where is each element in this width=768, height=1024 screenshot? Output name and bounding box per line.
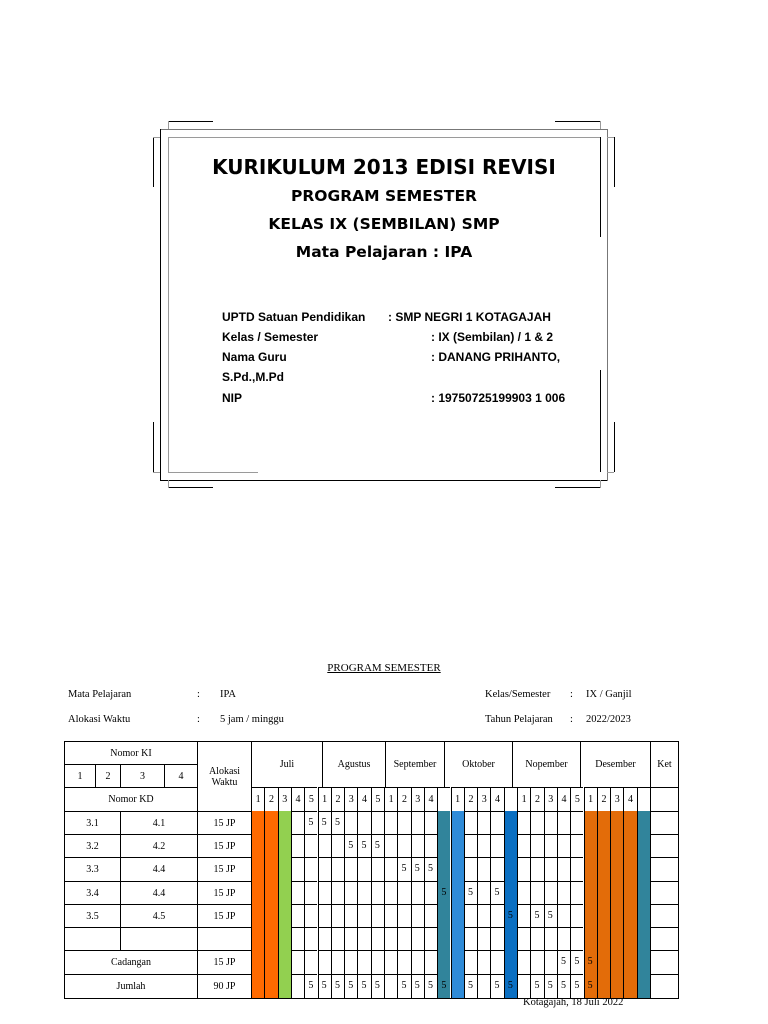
week-value: 5 xyxy=(561,980,567,991)
week-cell xyxy=(331,857,344,881)
week-header: 2 xyxy=(264,787,277,811)
info-value-kelas: : IX (Sembilan) / 1 & 2 xyxy=(431,330,554,344)
week-value: 5 xyxy=(308,980,314,991)
week-cell xyxy=(371,811,384,834)
week-cell xyxy=(530,881,543,904)
kelas-value: IX / Ganjil xyxy=(586,689,632,700)
week-value: 5 xyxy=(507,910,513,921)
info-value-uptd: : SMP NEGRI 1 KOTAGAJAH xyxy=(388,310,551,324)
week-cell xyxy=(424,834,437,857)
week-cell xyxy=(411,834,424,857)
week-cell xyxy=(304,950,317,974)
week-cell xyxy=(331,950,344,974)
week-value: 5 xyxy=(401,863,407,874)
week-cell xyxy=(357,881,370,904)
week-cell xyxy=(424,881,437,904)
week-cell xyxy=(291,881,304,904)
week-cell xyxy=(490,950,503,974)
week-cell xyxy=(530,857,543,881)
cover-subtitle-kelas: KELAS IX (SEMBILAN) SMP xyxy=(268,215,500,233)
week-cell xyxy=(371,881,384,904)
week-value: 5 xyxy=(401,980,407,991)
week-header: 2 xyxy=(397,787,410,811)
week-value: 5 xyxy=(374,840,380,851)
week-cell xyxy=(557,904,570,927)
week-cell xyxy=(371,904,384,927)
alokasi-cell: 15 JP xyxy=(197,811,251,834)
program-title: PROGRAM SEMESTER xyxy=(327,662,441,674)
mapel-sep: : xyxy=(197,689,200,700)
week-cell xyxy=(291,974,304,998)
week-value: 5 xyxy=(547,980,553,991)
week-cell xyxy=(464,857,477,881)
week-cell xyxy=(318,857,331,881)
week-value: 5 xyxy=(428,980,434,991)
kd3-cell: 3.4 xyxy=(64,881,120,904)
week-cell xyxy=(424,927,437,950)
mapel-value: IPA xyxy=(220,689,236,700)
week-cell xyxy=(397,811,410,834)
info-value-guru: : DANANG PRIHANTO, xyxy=(431,350,561,364)
week-header: 3 xyxy=(344,787,357,811)
week-column-highlight xyxy=(597,811,610,998)
week-cell xyxy=(344,950,357,974)
week-cell xyxy=(397,881,410,904)
week-cell xyxy=(490,857,503,881)
week-cell xyxy=(557,834,570,857)
mapel-label: Mata Pelajaran xyxy=(68,689,132,700)
week-cell xyxy=(384,904,397,927)
week-header: 1 xyxy=(251,787,264,811)
alokasi-value: 5 jam / minggu xyxy=(220,714,284,725)
header-nomor-ki: Nomor KI xyxy=(64,741,197,764)
week-cell xyxy=(318,950,331,974)
row-label-jumlah: Jumlah xyxy=(64,974,197,998)
week-value: 5 xyxy=(534,980,540,991)
week-value: 5 xyxy=(534,910,540,921)
week-cell xyxy=(570,857,583,881)
kd3-cell: 3.1 xyxy=(64,811,120,834)
alokasi-sep: : xyxy=(197,714,200,725)
info-label-kelas: Kelas / Semester xyxy=(222,330,319,344)
week-cell xyxy=(291,927,304,950)
week-header: 3 xyxy=(544,787,557,811)
week-cell xyxy=(397,834,410,857)
week-value: 5 xyxy=(587,980,593,991)
week-cell xyxy=(424,904,437,927)
week-cell xyxy=(464,834,477,857)
week-cell xyxy=(357,904,370,927)
week-cell xyxy=(304,834,317,857)
week-value: 5 xyxy=(587,956,593,967)
week-cell xyxy=(477,904,490,927)
ket-cell xyxy=(650,927,678,950)
week-cell xyxy=(490,927,503,950)
week-value: 5 xyxy=(428,863,434,874)
ket-cell xyxy=(650,950,678,974)
week-header xyxy=(504,787,517,811)
week-cell xyxy=(371,857,384,881)
week-cell xyxy=(490,834,503,857)
kd4-cell: 4.1 xyxy=(120,811,197,834)
week-value: 5 xyxy=(494,887,500,898)
alokasi-cell: 15 JP xyxy=(197,834,251,857)
header-ki-1: 1 xyxy=(64,764,95,787)
kd3-cell: 3.2 xyxy=(64,834,120,857)
kd4-cell: 4.4 xyxy=(120,881,197,904)
week-cell xyxy=(530,811,543,834)
week-cell xyxy=(477,927,490,950)
week-cell xyxy=(544,881,557,904)
month-agustus: Agustus xyxy=(322,741,385,787)
header-ki-3: 3 xyxy=(120,764,164,787)
week-cell xyxy=(331,904,344,927)
week-cell xyxy=(570,927,583,950)
week-header: 3 xyxy=(477,787,490,811)
week-value: 5 xyxy=(348,980,354,991)
week-cell xyxy=(477,881,490,904)
ket-blank xyxy=(650,787,678,811)
week-cell xyxy=(544,927,557,950)
week-cell xyxy=(357,927,370,950)
ket-cell xyxy=(650,904,678,927)
week-header: 3 xyxy=(610,787,623,811)
month-nopember: Nopember xyxy=(512,741,580,787)
kd4-cell xyxy=(120,927,197,950)
cover-subtitle-program: PROGRAM SEMESTER xyxy=(291,187,477,205)
week-cell xyxy=(371,950,384,974)
week-cell xyxy=(517,857,530,881)
cover-subtitle-mapel: Mata Pelajaran : IPA xyxy=(295,243,473,261)
week-header: 3 xyxy=(278,787,291,811)
row-label-cadangan: Cadangan xyxy=(64,950,197,974)
header-ket: Ket xyxy=(650,741,678,787)
week-value: 5 xyxy=(467,887,473,898)
week-cell xyxy=(344,904,357,927)
week-value: 5 xyxy=(507,980,513,991)
info-label-nip: NIP xyxy=(222,391,243,405)
week-cell xyxy=(384,881,397,904)
week-column-highlight xyxy=(437,811,450,998)
week-cell xyxy=(397,950,410,974)
week-value: 5 xyxy=(547,910,553,921)
week-cell xyxy=(517,927,530,950)
month-juli: Juli xyxy=(251,741,322,787)
week-cell xyxy=(344,881,357,904)
week-value: 5 xyxy=(334,980,340,991)
week-header: 1 xyxy=(517,787,530,811)
info-label-gelar: S.Pd.,M.Pd xyxy=(222,370,285,384)
week-cell xyxy=(477,950,490,974)
week-header: 1 xyxy=(384,787,397,811)
info-label-guru: Nama Guru xyxy=(222,350,287,364)
week-cell xyxy=(557,927,570,950)
info-label-uptd: UPTD Satuan Pendidikan xyxy=(222,310,366,324)
week-cell xyxy=(411,927,424,950)
week-value: 5 xyxy=(348,840,354,851)
week-cell xyxy=(371,927,384,950)
week-cell xyxy=(570,881,583,904)
week-cell xyxy=(464,904,477,927)
info-value-nip: : 19750725199903 1 006 xyxy=(431,391,566,405)
month-september: September xyxy=(385,741,444,787)
week-value: 5 xyxy=(321,817,327,828)
week-cell xyxy=(291,950,304,974)
week-value: 5 xyxy=(441,980,447,991)
week-header: 1 xyxy=(318,787,331,811)
week-cell xyxy=(544,834,557,857)
week-cell xyxy=(357,811,370,834)
week-cell xyxy=(357,950,370,974)
header-ki-4: 4 xyxy=(164,764,197,787)
week-header: 2 xyxy=(597,787,610,811)
week-cell xyxy=(517,811,530,834)
week-cell xyxy=(318,881,331,904)
week-cell xyxy=(411,904,424,927)
week-header: 5 xyxy=(304,787,317,811)
week-cell xyxy=(477,834,490,857)
alokasi-cell: 15 JP xyxy=(197,950,251,974)
week-cell xyxy=(304,904,317,927)
week-column-highlight xyxy=(278,811,291,998)
week-cell xyxy=(397,904,410,927)
week-cell xyxy=(344,857,357,881)
kelas-label: Kelas/Semester xyxy=(485,689,551,700)
week-cell xyxy=(490,904,503,927)
week-cell xyxy=(318,834,331,857)
week-cell xyxy=(517,974,530,998)
week-cell xyxy=(517,881,530,904)
week-cell xyxy=(318,927,331,950)
week-header: 4 xyxy=(291,787,304,811)
week-value: 5 xyxy=(494,980,500,991)
week-cell xyxy=(344,927,357,950)
kd4-cell: 4.2 xyxy=(120,834,197,857)
week-header: 2 xyxy=(331,787,344,811)
week-cell xyxy=(530,927,543,950)
week-cell xyxy=(557,857,570,881)
week-value: 5 xyxy=(414,863,420,874)
week-cell xyxy=(304,881,317,904)
week-cell xyxy=(331,927,344,950)
kd3-cell: 3.5 xyxy=(64,904,120,927)
week-cell xyxy=(304,927,317,950)
week-cell xyxy=(384,974,397,998)
week-header: 1 xyxy=(584,787,597,811)
alokasi-cell xyxy=(197,927,251,950)
week-cell xyxy=(384,927,397,950)
week-cell xyxy=(384,857,397,881)
week-column-highlight xyxy=(264,811,277,998)
month-desember: Desember xyxy=(580,741,650,787)
alokasi-cell: 15 JP xyxy=(197,857,251,881)
week-header: 1 xyxy=(451,787,464,811)
week-header: 4 xyxy=(357,787,370,811)
week-cell xyxy=(517,904,530,927)
ket-cell xyxy=(650,881,678,904)
week-cell xyxy=(544,950,557,974)
week-cell xyxy=(291,904,304,927)
week-cell xyxy=(384,834,397,857)
kd4-cell: 4.5 xyxy=(120,904,197,927)
week-cell xyxy=(544,811,557,834)
ket-cell xyxy=(650,811,678,834)
week-cell xyxy=(544,857,557,881)
week-cell xyxy=(411,881,424,904)
week-cell xyxy=(411,950,424,974)
week-cell xyxy=(490,811,503,834)
week-cell xyxy=(477,857,490,881)
week-column-highlight xyxy=(451,811,464,998)
header-alokasi-waktu: Alokasi Waktu xyxy=(197,741,251,811)
week-header: 5 xyxy=(371,787,384,811)
header-nomor-kd: Nomor KD xyxy=(64,787,197,811)
week-cell xyxy=(464,927,477,950)
week-value: 5 xyxy=(467,980,473,991)
week-cell xyxy=(331,881,344,904)
week-cell xyxy=(517,950,530,974)
week-column-highlight xyxy=(610,811,623,998)
week-cell xyxy=(304,857,317,881)
table-right-border xyxy=(678,741,679,998)
week-cell xyxy=(397,927,410,950)
week-header xyxy=(437,787,450,811)
week-value: 5 xyxy=(574,980,580,991)
week-column-highlight xyxy=(251,811,264,998)
alokasi-cell: 15 JP xyxy=(197,904,251,927)
week-cell xyxy=(291,857,304,881)
kd4-cell: 4.4 xyxy=(120,857,197,881)
week-header: 4 xyxy=(490,787,503,811)
week-header: 4 xyxy=(557,787,570,811)
week-cell xyxy=(557,811,570,834)
ket-cell xyxy=(650,834,678,857)
week-header: 5 xyxy=(570,787,583,811)
ket-cell xyxy=(650,857,678,881)
week-cell xyxy=(344,811,357,834)
week-cell xyxy=(570,811,583,834)
kelas-sep: : xyxy=(570,689,573,700)
week-cell xyxy=(411,811,424,834)
week-cell xyxy=(291,834,304,857)
kd3-cell xyxy=(64,927,120,950)
alokasi-label: Alokasi Waktu xyxy=(68,714,131,725)
week-cell xyxy=(517,834,530,857)
ket-cell xyxy=(650,974,678,998)
week-cell xyxy=(570,834,583,857)
week-cell xyxy=(291,811,304,834)
week-column-highlight xyxy=(637,811,650,998)
tahun-sep: : xyxy=(570,714,573,725)
week-value: 5 xyxy=(361,840,367,851)
week-cell xyxy=(530,834,543,857)
week-cell xyxy=(331,834,344,857)
week-cell xyxy=(384,950,397,974)
week-header: 2 xyxy=(530,787,543,811)
footer-place-date: Kotagajah, 18 Juli 2022 xyxy=(523,997,624,1008)
week-cell xyxy=(557,881,570,904)
week-value: 5 xyxy=(361,980,367,991)
week-cell xyxy=(384,811,397,834)
week-value: 5 xyxy=(441,887,447,898)
week-cell xyxy=(357,857,370,881)
week-header: 2 xyxy=(464,787,477,811)
kd3-cell: 3.3 xyxy=(64,857,120,881)
week-cell xyxy=(318,904,331,927)
week-value: 5 xyxy=(334,817,340,828)
week-header xyxy=(637,787,650,811)
week-value: 5 xyxy=(574,956,580,967)
week-value: 5 xyxy=(321,980,327,991)
week-value: 5 xyxy=(308,817,314,828)
alokasi-cell: 90 JP xyxy=(197,974,251,998)
week-cell xyxy=(424,811,437,834)
tahun-value: 2022/2023 xyxy=(586,714,631,725)
alokasi-cell: 15 JP xyxy=(197,881,251,904)
header-ki-2: 2 xyxy=(95,764,120,787)
week-cell xyxy=(477,811,490,834)
tahun-label: Tahun Pelajaran xyxy=(485,714,553,725)
cover-title: KURIKULUM 2013 EDISI REVISI xyxy=(212,155,556,179)
week-header: 4 xyxy=(623,787,636,811)
week-cell xyxy=(424,950,437,974)
week-column-highlight xyxy=(623,811,636,998)
week-header: 4 xyxy=(424,787,437,811)
week-cell xyxy=(464,950,477,974)
week-value: 5 xyxy=(561,956,567,967)
week-cell xyxy=(477,974,490,998)
month-oktober: Oktober xyxy=(444,741,512,787)
week-value: 5 xyxy=(414,980,420,991)
week-value: 5 xyxy=(374,980,380,991)
week-cell xyxy=(464,811,477,834)
week-header: 3 xyxy=(411,787,424,811)
week-cell xyxy=(570,904,583,927)
week-cell xyxy=(530,950,543,974)
